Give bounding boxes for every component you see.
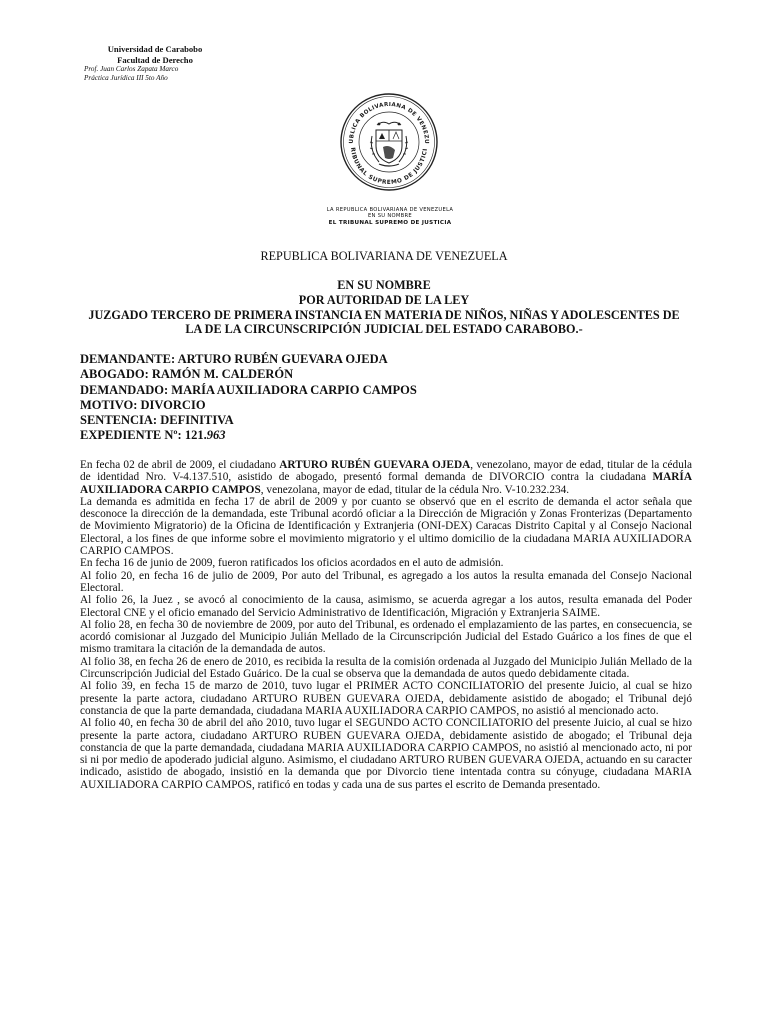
heading-line3: JUZGADO TERCERO DE PRIMERA INSTANCIA EN MATERIA DE NIÑOS, NIÑAS Y ADOLESCENTES DE	[88, 307, 680, 322]
paragraph-7: Al folio 38, en fecha 26 de enero de 2010, es recibida la resulta de la comisión ordenada al Juzgado del Municipio Julián Mellado de la Circunscripción Judicial del Estado Guárico. De la cual se observa que la demandada de autos quedo debidamente citada.	[80, 655, 692, 681]
paragraph-6: Al folio 28, en fecha 30 de noviembre de 2009, por auto del Tribunal, es ordenado el emplazamiento de las partes, en consecuencia, se acordó comisionar al Juzgado del Municipio Julián Mellado de la Circunscripción Judicial del Estado Guárico a los fines de que el mismo tramitara la citación de la demandada de autos.	[80, 618, 692, 656]
court-heading	[60, 278, 708, 337]
seal-caption-line2: EN SU NOMBRE	[367, 213, 413, 220]
p1-defendant-name: MARÍA AUXILIADORA CARPIO CAMPOS	[80, 471, 692, 496]
paragraph-1	[80, 459, 692, 496]
p1-plaintiff-name: ARTURO RUBÉN GUEVARA OJEDA	[279, 459, 471, 471]
paragraph-8: Al folio 39, en fecha 15 de marzo de 2010, tuvo lugar el PRIMER ACTO CONCILIATORIO del presente Juicio, al cual se hizo presente la parte actora, ciudadano ARTURO RUBEN GUEVARA OJEDA, debidamente asistido de abogado; el Tribunal dejó constancia de que la parte demandada, ciudadana MARIA AUXILIADORA CARPIO CAMPOS, no asistió al mencionado acto.	[80, 680, 692, 717]
expediente-suffix: 963	[206, 428, 226, 443]
seal-ring-text-top: UBLICA BOLIVARIANA DE VENEZU	[348, 101, 430, 145]
document-header	[80, 44, 230, 83]
p1-text-e: , venezolana, mayor de edad, titular de la cédula Nro. V-10.232.234.	[260, 483, 570, 496]
demandado-line: DEMANDADO: MARÍA AUXILIADORA CARPIO CAMPOS	[80, 382, 417, 397]
professor-name: Prof. Juan Carlos Zapata Marco	[84, 65, 179, 73]
heading-line4: LA DE LA CIRCUNSCRIPCIÓN JUDICIAL DEL ESTADO CARABOBO.-	[185, 322, 583, 337]
paragraph-5: Al folio 26, la Juez , se avocó al conocimiento de la causa, asimismo, se acuerda agregar a los autos, resulta emanada del Poder Electoral CNE y el oficio emanado del Servicio Administrativo de Identificación, Migración y Extranjeria SAIME.	[80, 594, 692, 619]
motivo-line: MOTIVO: DIVORCIO	[80, 397, 206, 412]
document-body	[80, 459, 692, 791]
paragraph-3: En fecha 16 de junio de 2009, fueron ratificados los oficios acordados en el auto de admisión.	[80, 557, 504, 570]
svg-text:REPUBLICA BOLIVARIANA DE VENEZ	[339, 92, 429, 144]
republic-title: REPUBLICA BOLIVARIANA DE VENEZUELA	[260, 249, 508, 263]
p1-text-a: En fecha 02 de abril de 2009, el ciudadano	[80, 459, 280, 471]
p1-text-c: , venezolano, mayor de edad, titular de la cédula de identidad Nro. V-4.137.510, asistido de abogado, presentó formal demanda de DIVORCIO contra la ciudadana	[80, 459, 692, 484]
paragraph-2: La demanda es admitida en fecha 17 de abril de 2009 y por cuanto se observó que en el escrito de demanda el actor señala que desconoce la dirección de la demandada, este Tribunal acordó oficiar a la Dirección de Migración y Zonas Fronterizas (Departamento de Movimiento Migratorio) de la Oficina de Identificación y Extranjeria (ONI-DEX) Caracas Distrito Capital y al Consejo Nacional Electoral, a los fines de que informe sobre el movimiento migratorio y el ultimo domicilio de la ciudadana MARIA AUXILIADORA CARPIO CAMPOS.	[80, 495, 692, 558]
demandante-line: DEMANDANTE: ARTURO RUBÉN GUEVARA OJEDA	[80, 352, 388, 366]
paragraph-9: Al folio 40, en fecha 30 de abril del año 2010, tuvo lugar el SEGUNDO ACTO CONCILIATORIO del presente Juicio, al cual se hizo presente la parte actora, ciudadano ARTURO RUBEN GUEVARA OJEDA, debidamente asistido de abogado; el Tribunal deja constancia de que la parte demandada, ciudadana MARIA AUXILIADORA CARPIO CAMPOS, no asistió al mencionado acto, ni por si ni por medio de apoderado judicial alguno. Asimismo, el ciudadano ARTURO RUBEN GUEVARA OJEDA, actuando en su caracter indicado, asistido de abogado, insistió en la demanda que por Divorcio tiene intentada contra su cónyuge, ciudadana MARIA AUXILIADORA CARPIO CAMPOS, ratificó en todas y cada una de sus partes el escrito de Demanda presentado.	[80, 717, 692, 791]
faculty-name: Facultad de Derecho	[117, 54, 193, 65]
seal-caption-line3: EL TRIBUNAL SUPREMO DE JUSTICIA	[328, 219, 452, 226]
abogado-line: ABOGADO: RAMÓN M. CALDERÓN	[80, 367, 294, 382]
university-name: Universidad de Carabobo	[107, 44, 203, 54]
seal-ring-text-bottom: RIBUNAL SUPREMO DE JUSTICI	[348, 147, 429, 187]
expediente-line	[80, 428, 680, 443]
case-parties	[80, 352, 680, 444]
paragraph-4: Al folio 20, en fecha 16 de julio de 2009, Por auto del Tribunal, es agregado a los autos la resulta emanada del Consejo Nacional Electoral.	[80, 569, 692, 594]
seal-caption-line1: LA REPUBLICA BOLIVARIANA DE VENEZUELA	[326, 207, 454, 213]
tsj-seal-emblem	[339, 92, 439, 192]
expediente-label: EXPEDIENTE Nº: 121.	[80, 428, 207, 443]
sentencia-line: SENTENCIA: DEFINITIVA	[80, 413, 234, 428]
heading-line2: POR AUTORIDAD DE LA LEY	[298, 292, 470, 307]
course-name: Práctica Jurídica III 5to Año	[84, 74, 168, 82]
heading-line1: EN SU NOMBRE	[337, 278, 431, 292]
seal-caption	[300, 207, 480, 226]
